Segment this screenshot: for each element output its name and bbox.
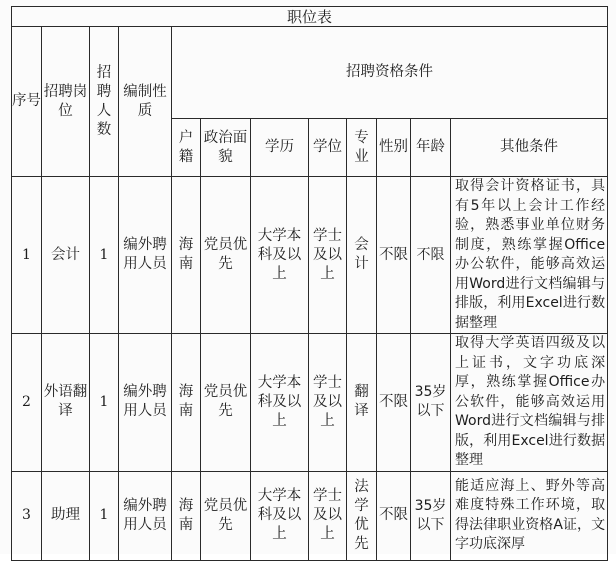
cell-hukou: 海南 xyxy=(172,334,201,472)
cell-degree: 学士及以上 xyxy=(309,334,347,472)
header-seq: 序号 xyxy=(12,27,42,177)
cell-gender: 不限 xyxy=(377,177,411,334)
cell-hukou: 海南 xyxy=(172,177,201,334)
cell-other: 取得大学英语四级及以上证书，文字功底深厚，熟练掌握Office办公软件，能够高效运用Word进行文档编辑与排版，利用Excel进行数据整理 xyxy=(451,334,608,472)
cell-gender: 不限 xyxy=(377,334,411,472)
header-conditions: 招聘资格条件 xyxy=(172,27,608,119)
cell-political: 党员优先 xyxy=(201,334,251,472)
cell-political: 党员优先 xyxy=(201,177,251,334)
header-other: 其他条件 xyxy=(451,119,608,177)
title-row xyxy=(12,7,608,27)
cell-degree: 学士及以上 xyxy=(309,177,347,334)
cell-gender: 不限 xyxy=(377,471,411,560)
cell-age: 不限 xyxy=(411,177,451,334)
header-staffing: 编制性质 xyxy=(119,27,172,177)
cell-education: 大学本科及以上 xyxy=(251,471,309,560)
cell-position: 助理 xyxy=(42,471,90,560)
cell-major: 会计 xyxy=(347,177,377,334)
cell-major: 法学优先 xyxy=(347,471,377,560)
cell-staffing: 编外聘用人员 xyxy=(119,334,172,472)
cell-seq: 2 xyxy=(12,334,42,472)
cell-seq: 1 xyxy=(12,177,42,334)
cell-education: 大学本科及以上 xyxy=(251,177,309,334)
cell-major: 翻译 xyxy=(347,334,377,472)
cell-seq: 3 xyxy=(12,471,42,560)
cell-hukou: 海南 xyxy=(172,471,201,560)
cell-count: 1 xyxy=(90,334,119,472)
table-title: 职位表 xyxy=(12,7,608,27)
header-gender: 性别 xyxy=(377,119,411,177)
cell-age: 35岁以下 xyxy=(411,471,451,560)
cell-degree: 学士及以上 xyxy=(309,471,347,560)
cell-position: 外语翻译 xyxy=(42,334,90,472)
table-row xyxy=(12,471,608,560)
table-row xyxy=(12,334,608,472)
cell-staffing: 编外聘用人员 xyxy=(119,177,172,334)
cell-staffing: 编外聘用人员 xyxy=(119,471,172,560)
cell-political: 党员优先 xyxy=(201,471,251,560)
header-degree: 学位 xyxy=(309,119,347,177)
cell-count: 1 xyxy=(90,177,119,334)
header-position: 招聘岗位 xyxy=(42,27,90,177)
cell-other: 取得会计资格证书，具有5年以上会计工作经验，熟悉事业单位财务制度，熟练掌握Office办公软件，能够高效运用Word进行文档编辑与排版，利用Excel进行数据整理 xyxy=(451,177,608,334)
cell-age: 35岁以下 xyxy=(411,334,451,472)
table-row xyxy=(12,177,608,334)
cell-count: 1 xyxy=(90,471,119,560)
header-major: 专业 xyxy=(347,119,377,177)
header-age: 年龄 xyxy=(411,119,451,177)
header-row-1 xyxy=(12,27,608,119)
cell-other: 能适应海上、野外等高难度特殊工作环境，取得法律职业资格A证，文字功底深厚 xyxy=(451,471,608,560)
header-political: 政治面貌 xyxy=(201,119,251,177)
position-table xyxy=(11,6,608,561)
header-count: 招聘人数 xyxy=(90,27,119,177)
cell-position: 会计 xyxy=(42,177,90,334)
header-education: 学历 xyxy=(251,119,309,177)
cell-education: 大学本科及以上 xyxy=(251,334,309,472)
header-hukou: 户籍 xyxy=(172,119,201,177)
